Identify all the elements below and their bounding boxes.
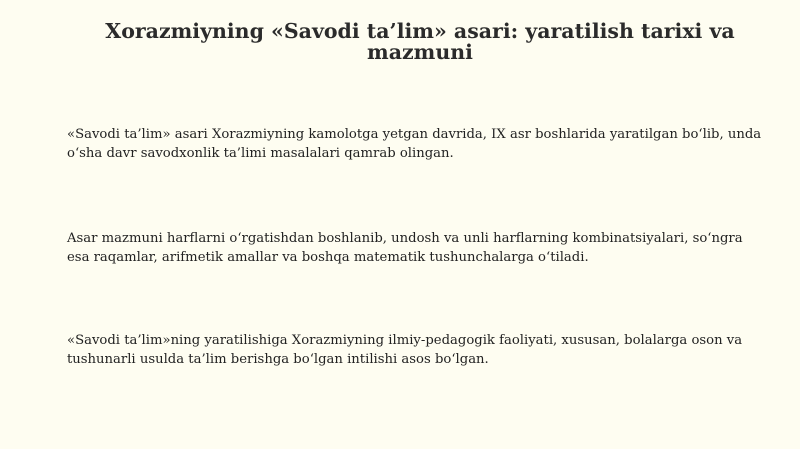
paragraph-content: Asar mazmuni harflarni o‘rgatishdan boshlanib, undosh va unli harflarning kombinatsiyalari, so‘ngra esa raqamlar, arifmetik amallar va boshqa matematik tushunchalarga o‘tiladi.: [67, 231, 743, 265]
paragraph-motivation: «Savodi ta’lim»ning yaratilishiga Xorazmiyning ilmiy-pedagogik faoliyati, xususan, bolalarga oson va tushunarli usulda ta’lim berishga bo‘lgan intilishi asos bo‘lgan.: [67, 333, 743, 367]
paragraph-creation-period: «Savodi ta’lim» asari Xorazmiyning kamolotga yetgan davrida, IX asr boshlarida yaratilgan bo‘lib, unda o‘sha davr savodxonlik ta’limi masalalari qamrab olingan.: [67, 127, 762, 161]
slide-title: Xorazmiyning «Savodi ta’lim» asari: yaratilish tarixi va mazmuni: [105, 19, 735, 64]
